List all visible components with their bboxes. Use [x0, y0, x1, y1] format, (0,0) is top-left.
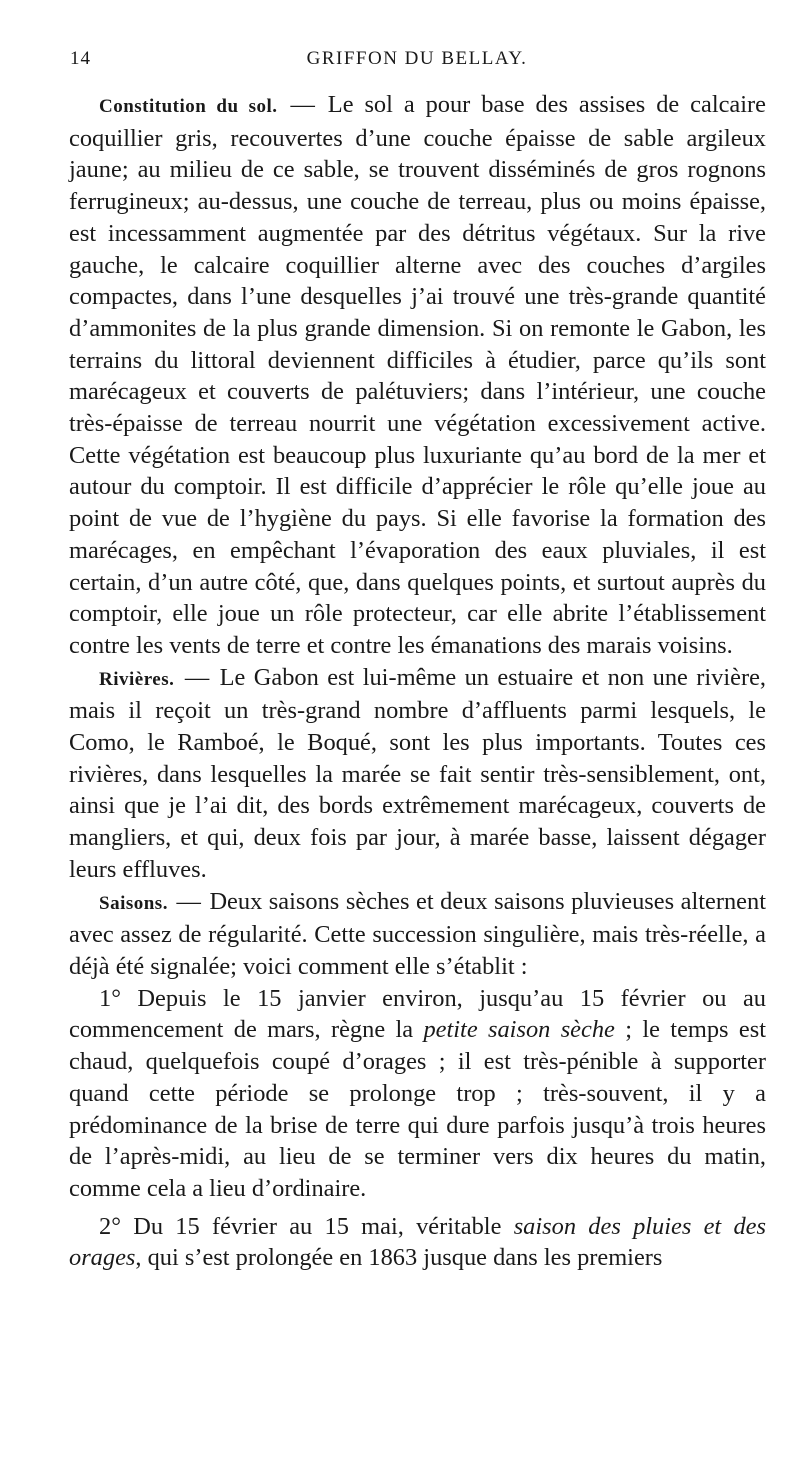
heading-dash: — — [184, 663, 210, 691]
season-one-lead: 1° Depuis le 15 janvier environ, jusqu’au 15 février ou au commencement de mars, règne la — [69, 984, 766, 1044]
paragraph-text: Le sol a pour base des assises de calcaire coquillier gris, recouvertes d’une couche épaisse de sable argileux jaune; au milieu de ce sable, se trouvent disséminés de gros rognons ferrugineux; au-dessus, une couche de terreau, plus ou moins épaisse, est incessamment augmentée par des détritus végétaux. Sur la rive gauche, le calcaire coquillier alterne avec des couches d’argiles compactes, dans l’une desquelles j’ai trouvé une très-grande quantité d’ammonites de la plus grande dimension. Si on remonte le Gabon, les terrains du littoral deviennent difficiles à étudier, parce qu’ils sont marécageux et couverts de palétuviers; dans l’intérieur, une couche très-épaisse de terreau nourrit une végétation excessivement active. Cette végétation est beaucoup plus luxuriante qu’au bord de la mer et autour du comptoir. Il est difficile d’apprécier le rôle qu’elle joue au point de vue de l’hygiène du pays. Si elle favorise la formation des marécages, en empêchant l’évaporation des eaux pluviales, il est certain, d’un autre côté, que, dans quelques points, et surtout auprès du comptoir, elle joue un rôle protecteur, car elle abrite l’établissement contre les vents de terre et contre les émanations des marais voisins. — [69, 91, 766, 659]
paragraph-text: Deux saisons sèches et deux saisons pluvieuses alternent avec assez de régularité. Cette succession singulière, mais très-réelle, a déjà été signalée; voici comment elle s’établit : — [69, 887, 766, 980]
paragraph-season-one — [69, 983, 766, 1205]
paragraph-text: Le Gabon est lui-même un estuaire et non une rivière, mais il reçoit un très-grand nombre d’affluents parmi lesquels, le Como, le Ramboé, le Boqué, sont les plus importants. Toutes ces rivières, dans lesquelles la marée se fait sentir très-sensiblement, ont, ainsi que je l’ai dit, des bords extrêmement marécageux, couverts de mangliers, et qui, deux fois par jour, à marée basse, laissent dégager leurs effluves. — [69, 663, 766, 883]
paragraph-rivieres — [69, 662, 766, 886]
paragraph-season-two — [69, 1211, 766, 1274]
heading-dash: — — [290, 91, 315, 118]
season-two-emphasis: saison des pluies et des orages — [69, 1212, 766, 1272]
section-heading-rivieres: Rivières. — [99, 668, 175, 690]
running-head — [70, 48, 764, 74]
page-number: 14 — [70, 48, 91, 69]
season-one-rest: ; le temps est chaud, quelquefois coupé d’orages ; il est très-pénible à supporter quand cette période se prolonge trop ; très-souvent, il y a prédominance de la brise de terre qui dure parfois jusqu’à trois heures de l’après-midi, au lieu de se terminer vers dix heures du matin, comme cela a lieu d’ordinaire. — [69, 1016, 766, 1202]
body-text — [69, 89, 766, 1274]
running-title: GRIFFON DU BELLAY. — [306, 48, 528, 69]
section-heading-constitution: Constitution du sol. — [99, 96, 278, 117]
paragraph-constitution — [69, 89, 766, 662]
season-one-emphasis: petite saison sèche — [423, 1016, 615, 1044]
season-two-rest: , qui s’est prolongée en 1863 jusque dans les premiers — [135, 1244, 663, 1272]
section-heading-saisons: Saisons. — [99, 892, 168, 914]
heading-dash: — — [176, 887, 201, 915]
season-two-lead: 2° Du 15 février au 15 mai, véritable — [99, 1212, 514, 1240]
paragraph-saisons — [69, 886, 766, 983]
